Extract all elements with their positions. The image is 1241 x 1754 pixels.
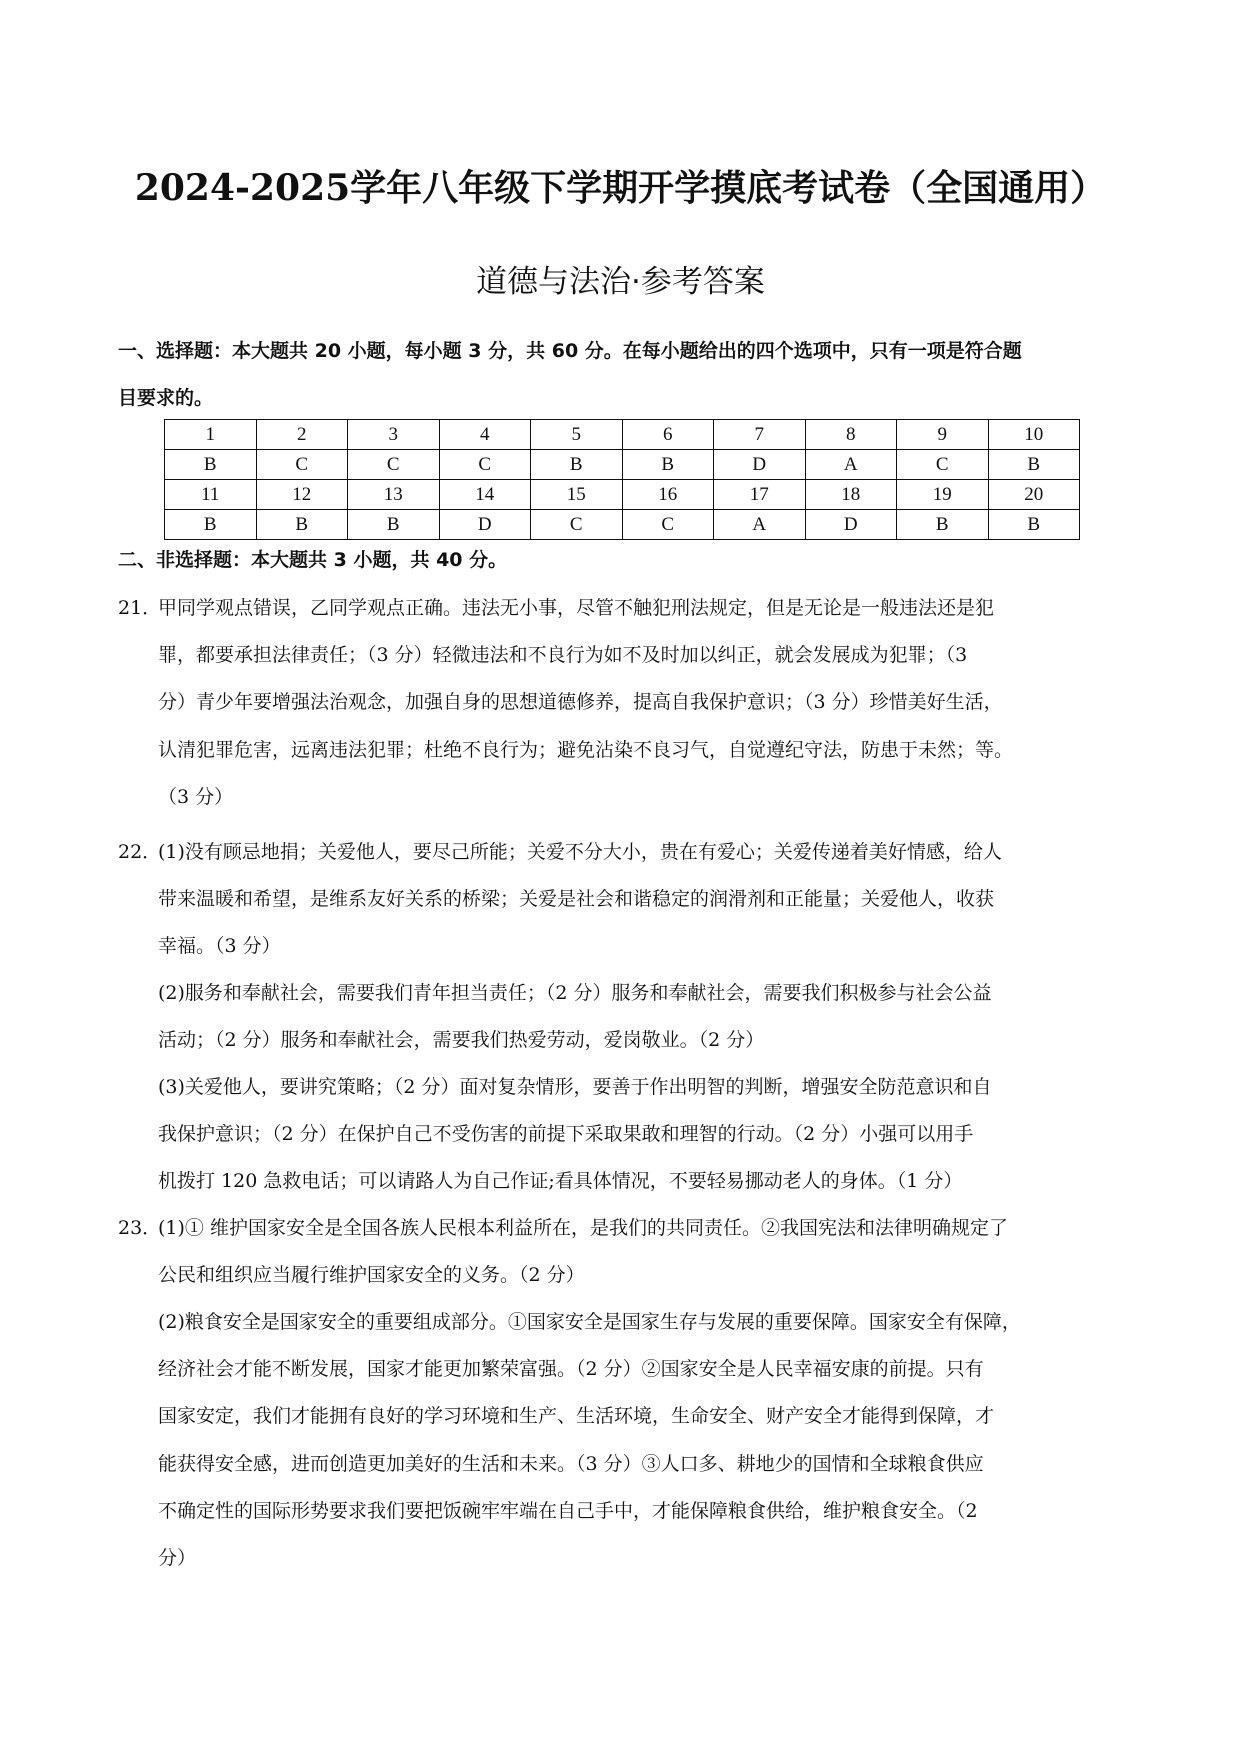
- question-number-cell: 9: [897, 420, 989, 450]
- q22-p3-line: 机拨打 120 急救电话；可以请路人为自己作证;看具体情况，不要轻易挪动老人的身体。（1 分）: [158, 1170, 963, 1193]
- question-number-cell: 7: [714, 420, 806, 450]
- question-number-cell: 1: [165, 420, 257, 450]
- q22-p2-line: (2)服务和奉献社会，需要我们青年担当责任；（2 分）服务和奉献社会，需要我们积极参与社会公益: [158, 982, 992, 1004]
- document-title: 2024-2025学年八年级下学期开学摸底考试卷（全国通用）: [134, 167, 1107, 209]
- question-number-cell: 13: [348, 480, 440, 510]
- answer-cell: A: [714, 510, 806, 540]
- answer-cell: A: [805, 450, 897, 480]
- answer-key-row: [165, 510, 1080, 540]
- answer-cell: D: [805, 510, 897, 540]
- q23-p1-line: 公民和组织应当履行维护国家安全的义务。（2 分）: [158, 1264, 585, 1287]
- question-number-cell: 4: [439, 420, 531, 450]
- answer-cell: B: [348, 510, 440, 540]
- section-1-heading: [118, 328, 1128, 422]
- answer-cell: B: [256, 510, 348, 540]
- question-number-cell: 14: [439, 480, 531, 510]
- answer-cell: C: [622, 510, 714, 540]
- q21-line: 甲同学观点错误，乙同学观点正确。违法无小事，尽管不触犯刑法规定，但是无论是一般违法还是犯: [158, 597, 995, 619]
- question-number-cell: 19: [897, 480, 989, 510]
- question-number-cell: 12: [256, 480, 348, 510]
- answer-key-row: [165, 450, 1080, 480]
- answer-cell: B: [988, 450, 1080, 480]
- q23-p2-line: 国家安定，我们才能拥有良好的学习环境和生产、生活环境，生命安全、财产安全才能得到保障，才: [158, 1405, 995, 1428]
- q22-p1-line: 带来温暖和希望，是维系友好关系的桥梁；关爱是社会和谐稳定的润滑剂和正能量；关爱他人，收获: [158, 888, 995, 911]
- answer-cell: B: [165, 510, 257, 540]
- question-22-part-3: [158, 1064, 1138, 1206]
- section-1-line-1: 一、选择题：本大题共 20 小题，每小题 3 分，共 60 分。在每小题给出的四个选项中，只有一项是符合题: [118, 340, 1022, 362]
- document-subtitle: 道德与法治·参考答案: [476, 264, 765, 300]
- q22-p2-line: 活动；（2 分）服务和奉献社会，需要我们热爱劳动，爱岗敬业。（2 分）: [158, 1029, 765, 1052]
- question-22-part-2: [158, 970, 1138, 1064]
- question-number-cell: 3: [348, 420, 440, 450]
- question-number-row: [165, 420, 1080, 450]
- answer-cell: C: [439, 450, 531, 480]
- question-number-cell: 2: [256, 420, 348, 450]
- question-number-cell: 11: [165, 480, 257, 510]
- question-22-number: 22．: [118, 841, 162, 863]
- section-1-line-2: 目要求的。: [118, 387, 214, 409]
- answer-cell: C: [531, 510, 623, 540]
- question-number-cell: 8: [805, 420, 897, 450]
- question-number-cell: 20: [988, 480, 1080, 510]
- q21-line: 罪，都要承担法律责任；（3 分）轻微违法和不良行为如不及时加以纠正，就会发展成为犯罪；（3: [158, 644, 968, 667]
- q21-line: （3 分）: [158, 785, 234, 808]
- question-21-answer: [158, 585, 1138, 821]
- q23-p1-line: (1)① 维护国家安全是全国各族人民根本利益所在，是我们的共同责任。②我国宪法和法律明确规定了: [158, 1217, 1008, 1239]
- question-number-cell: 18: [805, 480, 897, 510]
- question-23-part-2: [158, 1299, 1138, 1582]
- answer-cell: D: [714, 450, 806, 480]
- q23-p2-line: (2)粮食安全是国家安全的重要组成部分。①国家安全是国家生存与发展的重要保障。国家安全有保障，: [158, 1311, 1021, 1333]
- question-number-cell: 17: [714, 480, 806, 510]
- answer-cell: C: [348, 450, 440, 480]
- q21-line: 认清犯罪危害，远离违法犯罪；杜绝不良行为；避免沾染不良习气，自觉遵纪守法，防患于未然；等。: [158, 738, 1014, 761]
- question-23-number: 23．: [118, 1217, 162, 1239]
- answer-cell: C: [897, 450, 989, 480]
- q22-p3-line: 我保护意识；（2 分）在保护自己不受伤害的前提下采取果敢和理智的行动。（2 分）小强可以用手: [158, 1123, 974, 1146]
- answer-cell: B: [165, 450, 257, 480]
- q23-p2-line: 不确定性的国际形势要求我们要把饭碗牢牢端在自己手中，才能保障粮食供给，维护粮食安全。（2: [158, 1499, 978, 1522]
- q23-p2-line: 经济社会才能不断发展，国家才能更加繁荣富强。（2 分）②国家安全是人民幸福安康的前提。只有: [158, 1358, 984, 1381]
- question-number-cell: 15: [531, 480, 623, 510]
- question-number-cell: 16: [622, 480, 714, 510]
- q21-line: 分）青少年要增强法治观念，加强自身的思想道德修养，提高自我保护意识；（3 分）珍惜美好生活，: [158, 691, 1003, 714]
- q22-p1-line: (1)没有顾忌地捐；关爱他人，要尽己所能；关爱不分大小，贵在有爱心；关爱传递着美好情感，给人: [158, 841, 1002, 863]
- answer-cell: D: [439, 510, 531, 540]
- answer-cell: C: [256, 450, 348, 480]
- answer-cell: B: [988, 510, 1080, 540]
- section-2-heading: 二、非选择题：本大题共 3 小题，共 40 分。: [118, 549, 508, 571]
- answer-table: [164, 419, 1080, 540]
- q22-p3-line: (3)关爱他人，要讲究策略；（2 分）面对复杂情形，要善于作出明智的判断，增强安全防范意识和自: [158, 1076, 992, 1098]
- q22-p1-line: 幸福。（3 分）: [158, 935, 281, 958]
- answer-cell: B: [622, 450, 714, 480]
- question-number-cell: 10: [988, 420, 1080, 450]
- q23-p2-line: 能获得安全感，进而创造更加美好的生活和未来。（3 分）③人口多、耕地少的国情和全球粮食供应: [158, 1452, 984, 1475]
- question-number-row: [165, 480, 1080, 510]
- question-number-cell: 6: [622, 420, 714, 450]
- question-21-number: 21．: [118, 597, 162, 619]
- question-23-part-1: [158, 1205, 1138, 1299]
- q23-p2-line: 分）: [158, 1547, 197, 1570]
- question-22-part-1: [158, 829, 1138, 971]
- answer-cell: B: [897, 510, 989, 540]
- answer-cell: B: [531, 450, 623, 480]
- question-number-cell: 5: [531, 420, 623, 450]
